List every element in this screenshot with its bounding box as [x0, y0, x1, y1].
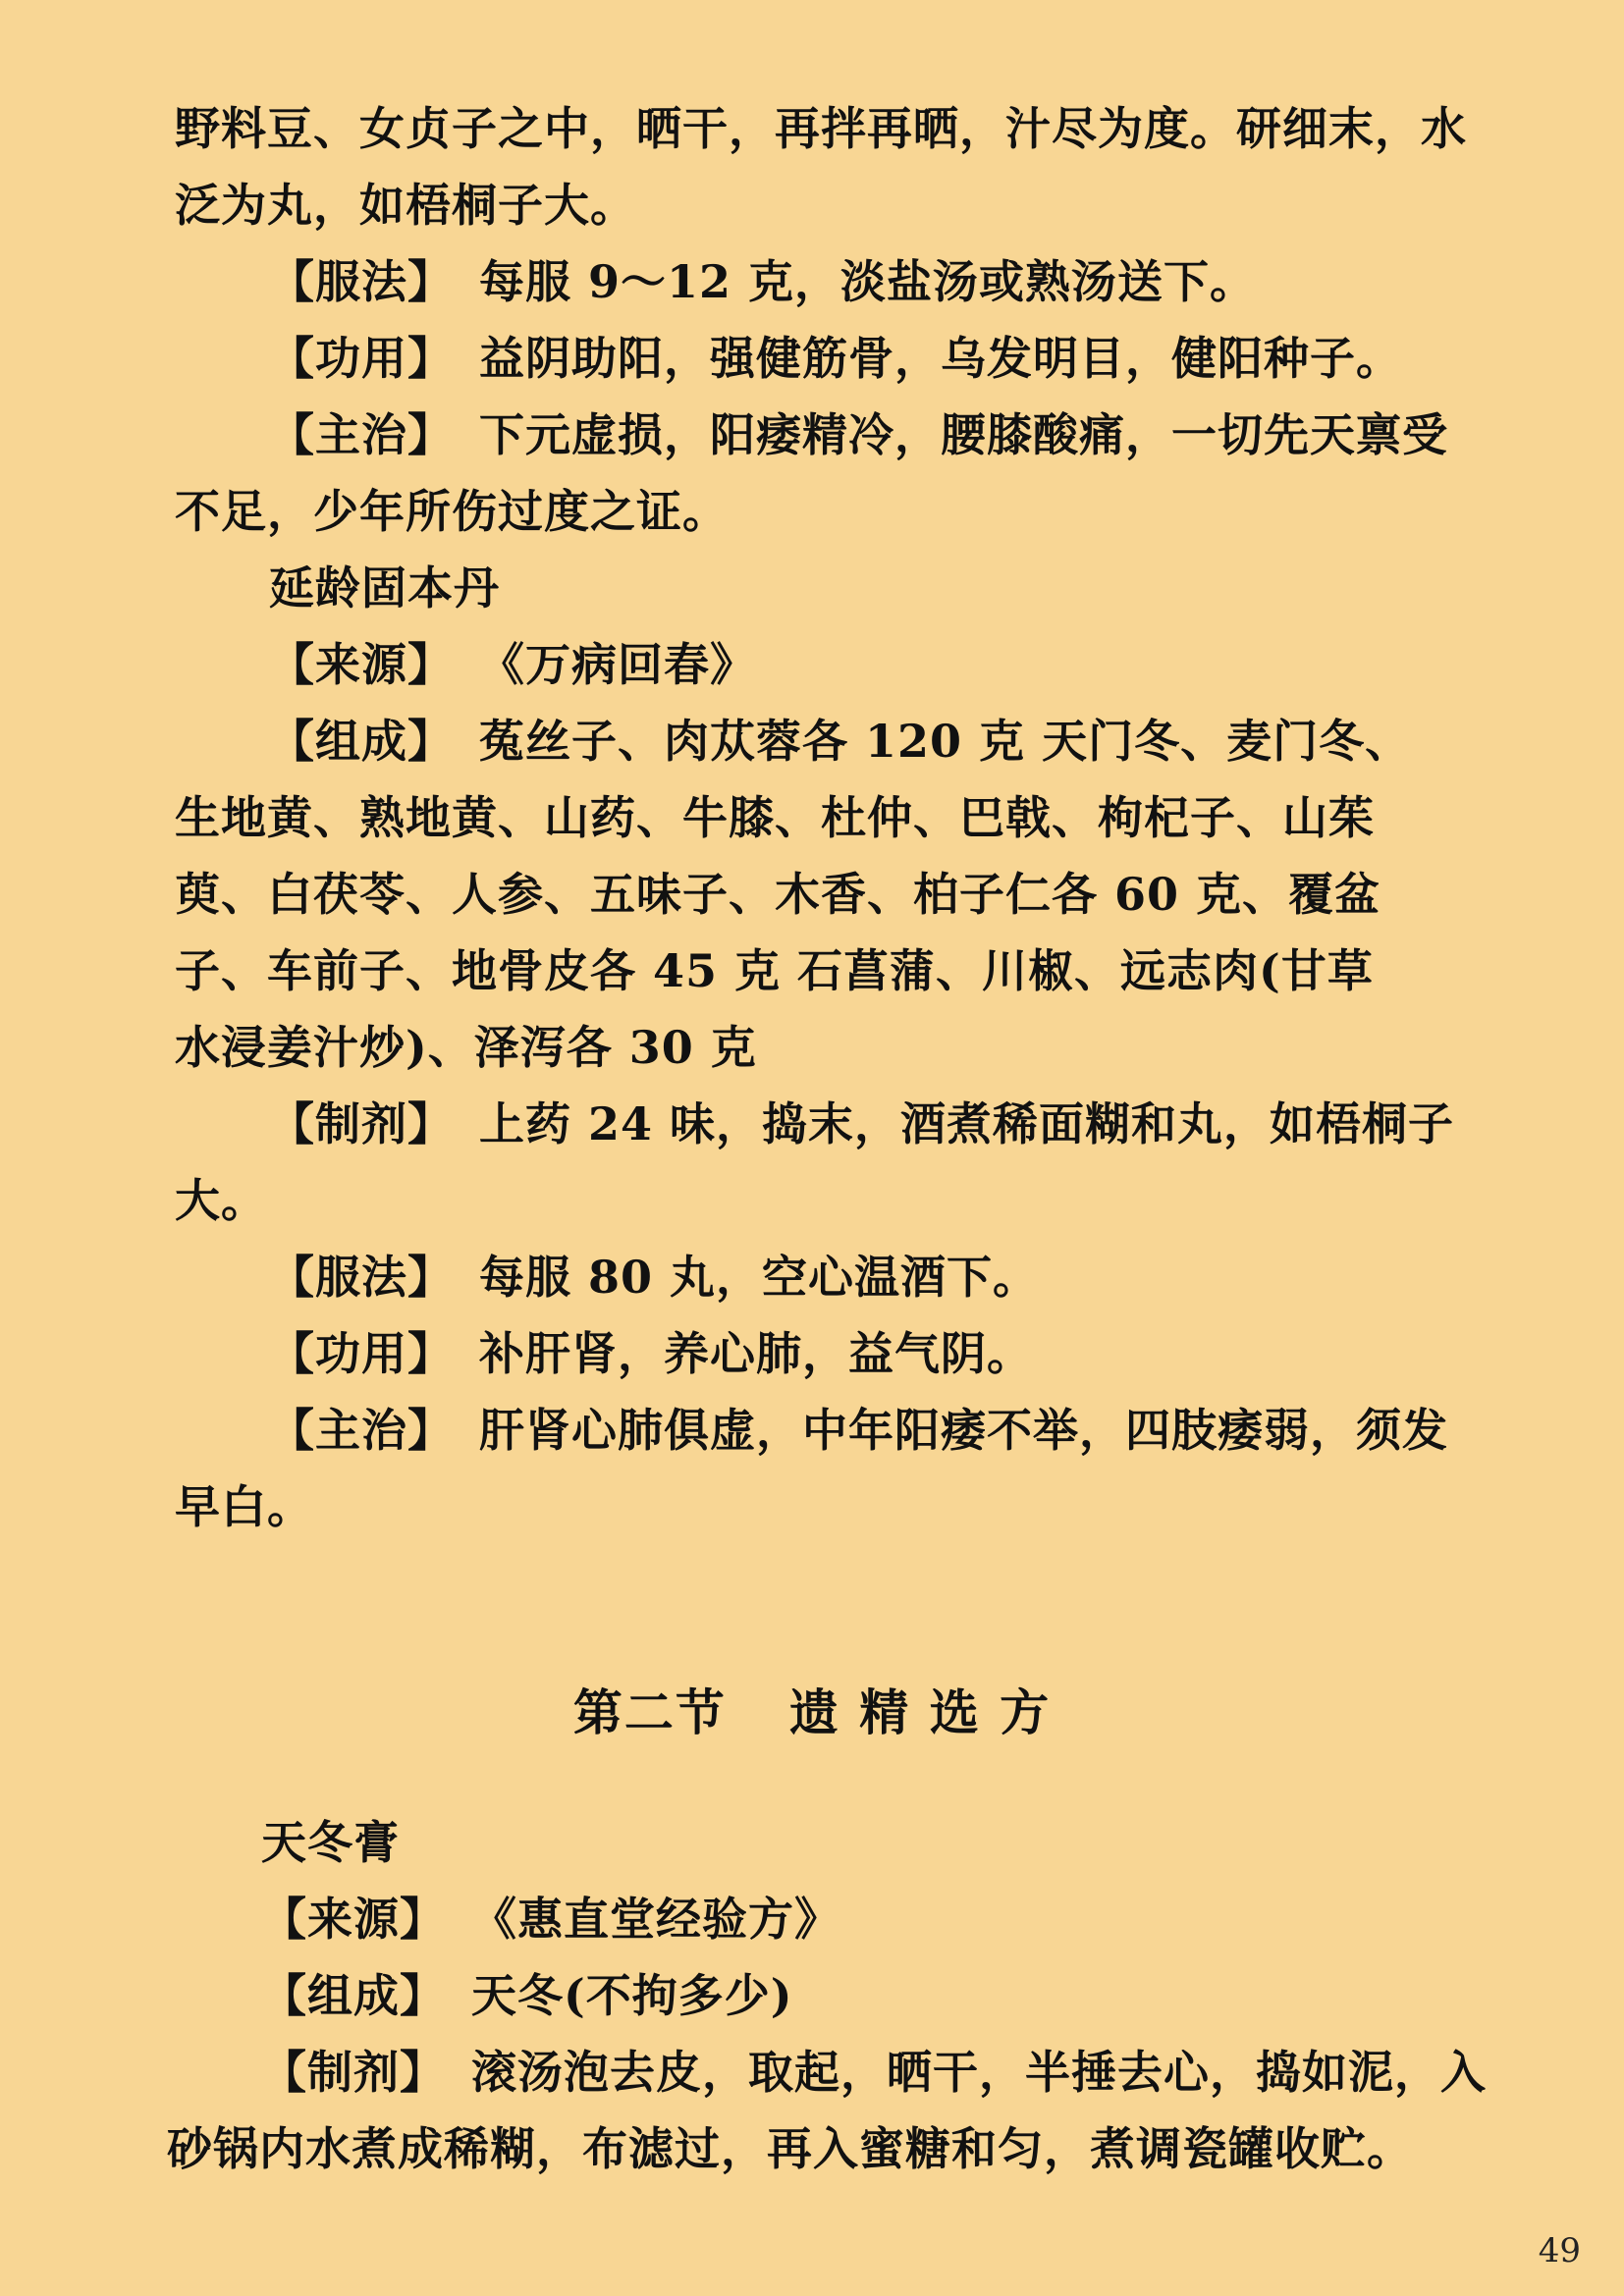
field-text: 益阴助阳，强健筋骨，乌发明目，健阳种子。 — [479, 332, 1402, 385]
field-label: 【来源】 — [269, 638, 454, 691]
recipe-title: 天冬膏 — [261, 1816, 400, 1869]
field-label: 【服法】 — [269, 1251, 454, 1304]
dosage-field — [175, 243, 1490, 320]
field-text: 上药 24 味，捣末，酒煮稀面糊和丸，如梧桐子 — [479, 1097, 1455, 1150]
upper-text-block — [175, 90, 1490, 1545]
text-line: 水浸姜汁炒)、泽泻各 30 克 — [175, 1021, 757, 1074]
source-field — [167, 1881, 1492, 1957]
field-label: 【组成】 — [261, 1969, 446, 2022]
text-line: 大。 — [175, 1174, 267, 1227]
text-line: 早白。 — [175, 1480, 313, 1533]
prep-field — [167, 2034, 1492, 2110]
field-text: 每服 80 丸，空心温酒下。 — [479, 1251, 1040, 1304]
text-line: 野料豆、女贞子之中，晒干，再拌再晒，汁尽为度。研细末，水 — [175, 102, 1467, 155]
field-label: 【制剂】 — [269, 1097, 454, 1150]
field-text: 天冬(不拘多少) — [471, 1969, 793, 2022]
field-label: 【组成】 — [269, 715, 454, 768]
source-field — [175, 626, 1490, 703]
field-label: 【来源】 — [261, 1893, 446, 1946]
section-name: 遗 精 选 方 — [788, 1683, 1052, 1741]
field-text: 肝肾心肺俱虚，中年阳痿不举，四肢痿弱，须发 — [479, 1404, 1448, 1457]
field-label: 【服法】 — [269, 255, 454, 308]
field-text: 《惠直堂经验方》 — [471, 1893, 840, 1946]
text-line: 生地黄、熟地黄、山药、牛膝、杜仲、巴戟、枸杞子、山茱 — [175, 791, 1375, 844]
function-field — [175, 320, 1490, 397]
field-label: 【制剂】 — [261, 2046, 446, 2099]
text-line: 不足，少年所伤过度之证。 — [175, 485, 729, 538]
field-label: 【主治】 — [269, 408, 454, 461]
text-line: 泛为丸，如梧桐子大。 — [175, 179, 636, 232]
page-number: 49 — [1538, 2231, 1581, 2270]
field-text: 滚汤泡去皮，取起，晒干，半捶去心，捣如泥，入 — [471, 2046, 1487, 2099]
composition-field — [175, 703, 1490, 779]
section-title — [0, 1674, 1624, 1744]
text-line: 萸、白茯苓、人参、五味子、木香、柏子仁各 60 克、覆盆 — [175, 868, 1381, 921]
recipe-title: 延龄固本丹 — [269, 561, 500, 614]
text-line: 砂锅内水煮成稀糊，布滤过，再入蜜糖和匀，煮调瓷罐收贮。 — [167, 2122, 1413, 2175]
function-field — [175, 1315, 1490, 1392]
indication-field — [175, 397, 1490, 473]
field-text: 菟丝子、肉苁蓉各 120 克 天门冬、麦门冬、 — [479, 715, 1412, 768]
field-label: 【主治】 — [269, 1404, 454, 1457]
field-text: 下元虚损，阳痿精冷，腰膝酸痛，一切先天禀受 — [479, 408, 1448, 461]
field-text: 每服 9～12 克，淡盐汤或熟汤送下。 — [479, 255, 1257, 308]
field-label: 【功用】 — [269, 332, 454, 385]
field-label: 【功用】 — [269, 1327, 454, 1380]
lower-text-block — [167, 1804, 1492, 2187]
text-line: 子、车前子、地骨皮各 45 克 石菖蒲、川椒、远志肉(甘草 — [175, 944, 1374, 997]
dosage-field — [175, 1239, 1490, 1315]
composition-field — [167, 1957, 1492, 2034]
field-text: 补肝肾，养心肺，益气阴。 — [479, 1327, 1033, 1380]
field-text: 《万病回春》 — [479, 638, 756, 691]
section-number: 第二节 — [572, 1683, 727, 1741]
prep-field — [175, 1086, 1490, 1162]
indication-field — [175, 1392, 1490, 1468]
